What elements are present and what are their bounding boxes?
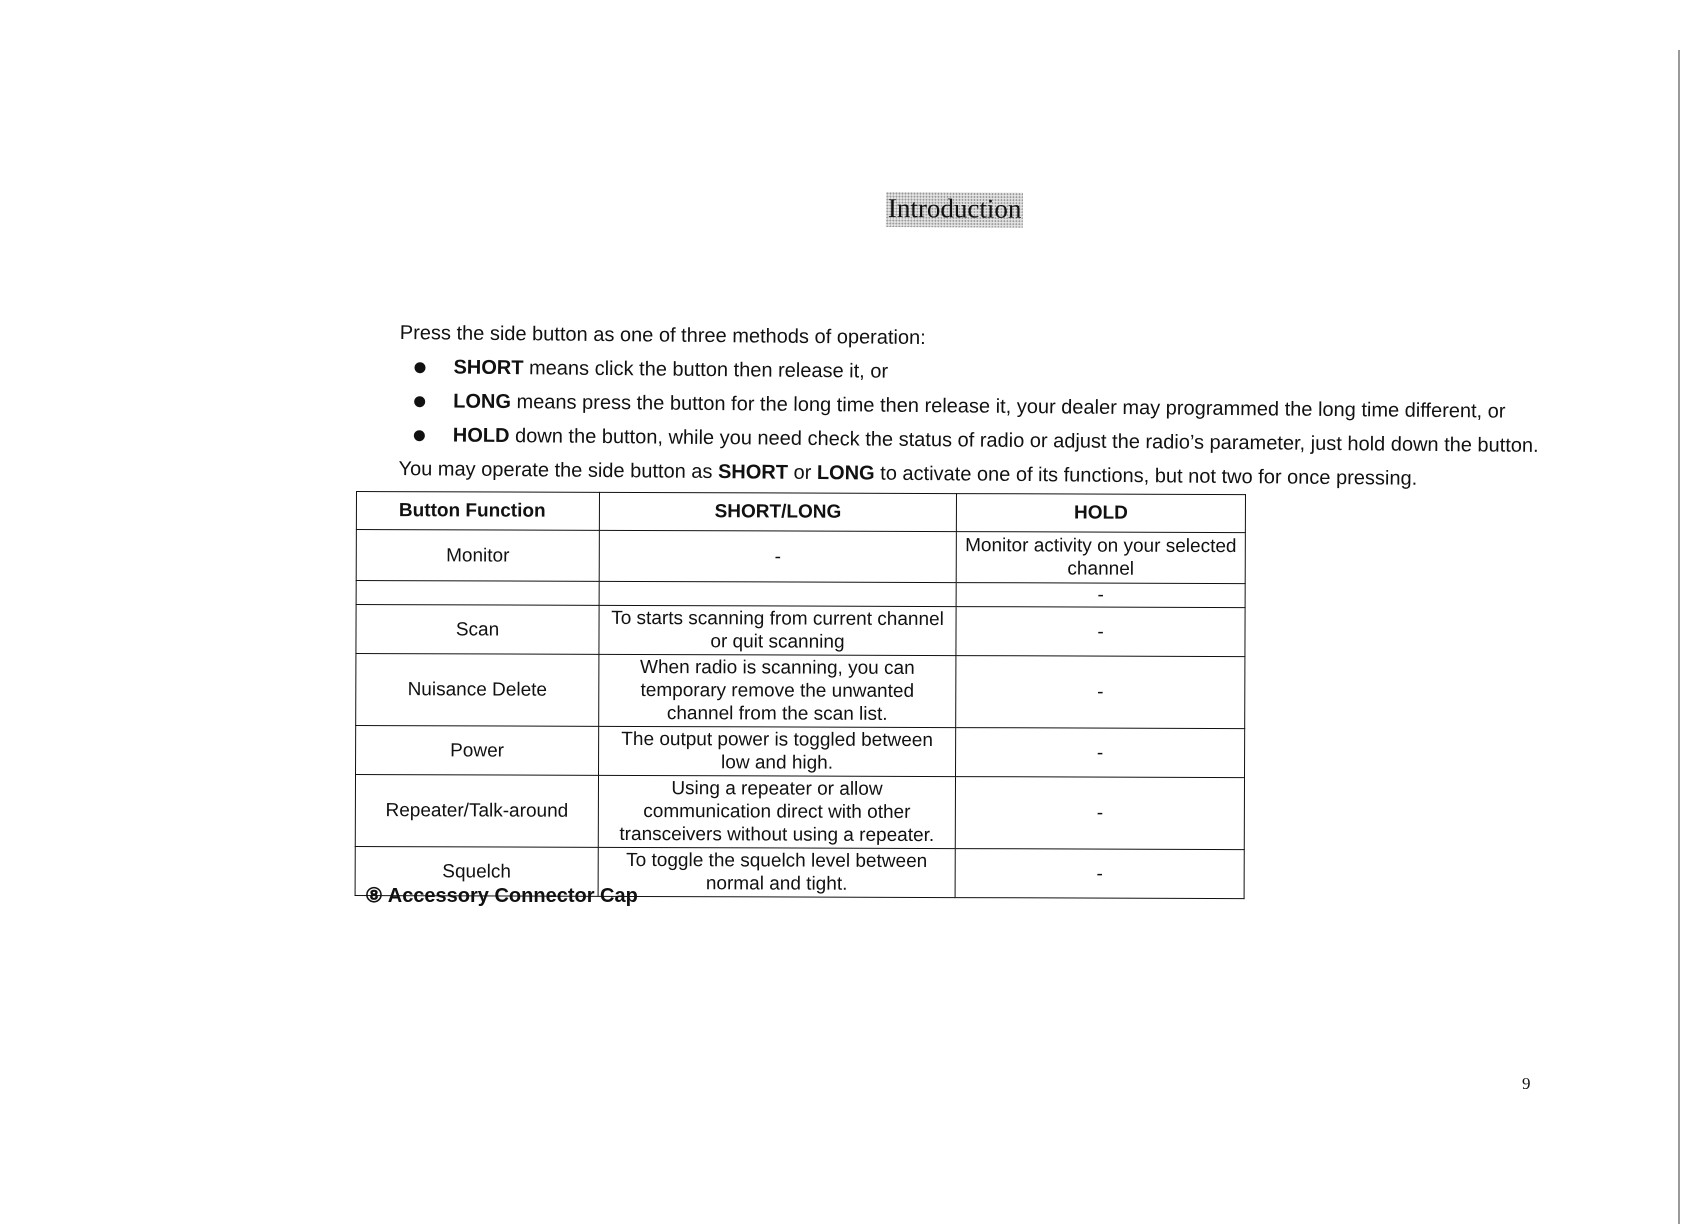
cell-function: Squelch — [355, 846, 598, 896]
cell-function: Power — [356, 726, 599, 776]
cell-function: Repeater/Talk-around — [355, 775, 598, 848]
cell-function — [356, 581, 599, 606]
cell-function: Monitor — [356, 530, 599, 582]
table-row — [356, 581, 1245, 608]
cell-hold: - — [956, 656, 1245, 729]
cell-short-long: To toggle the squelch level between normal and tight. — [598, 847, 955, 897]
term-short: SHORT — [453, 356, 524, 380]
section-title: Introduction — [886, 192, 1024, 228]
usage-note-text: You may operate the side button as — [398, 457, 719, 484]
cell-short-long: To starts scanning from current channel or quit scanning — [599, 605, 956, 655]
cell-function: Scan — [356, 605, 599, 655]
cell-hold: - — [956, 728, 1245, 778]
bullet-text: down the button, while you need check the status of radio or adjust the radio’s parameter, just hold down the button. — [509, 425, 1539, 457]
table-row — [356, 530, 1245, 584]
intro-paragraph: Press the side button as one of three methods of operation: — [399, 321, 926, 350]
term-long: LONG — [453, 390, 512, 414]
header-hold: HOLD — [956, 494, 1245, 533]
table-row — [356, 654, 1245, 729]
table-header-row — [356, 492, 1245, 533]
bullet-icon — [414, 396, 425, 407]
bullet-text: means click the button then release it, or — [523, 357, 889, 383]
cell-short-long: The output power is toggled between low and high. — [599, 726, 956, 776]
usage-note-term-short: SHORT — [717, 461, 789, 484]
cell-short-long — [599, 581, 956, 606]
cell-hold: Monitor activity on your selected channel — [956, 532, 1245, 584]
page-number: 9 — [1522, 1074, 1531, 1093]
operation-methods-list — [399, 350, 1600, 464]
bullet-icon — [414, 430, 425, 441]
cell-short-long: When radio is scanning, you can temporary remove the unwanted channel from the scan list. — [599, 654, 956, 727]
header-button-function: Button Function — [356, 492, 599, 531]
button-function-table — [355, 491, 1246, 899]
table-row — [356, 605, 1245, 657]
usage-note-text: or — [787, 461, 818, 485]
button-function-table-wrap — [355, 491, 1246, 899]
table-row — [355, 775, 1244, 850]
usage-note-term-long: LONG — [816, 462, 875, 485]
term-hold: HOLD — [452, 424, 510, 448]
body-text — [398, 316, 1600, 498]
usage-note-text: to activate one of its functions, but not two for once pressing. — [874, 462, 1418, 490]
header-short-long: SHORT/LONG — [599, 492, 956, 531]
cell-function: Nuisance Delete — [356, 654, 599, 727]
cell-hold: - — [956, 607, 1245, 657]
bullet-icon — [414, 362, 425, 373]
cell-short-long: Using a repeater or allow communication direct with other transceivers without using a repeater. — [598, 775, 955, 848]
scan-edge-line — [1678, 50, 1680, 1224]
accessory-connector-cap-heading: ⑧ Accessory Connector Cap — [365, 885, 638, 907]
cell-hold: - — [955, 777, 1244, 850]
cell-hold: - — [956, 583, 1245, 608]
cell-short-long: - — [599, 530, 956, 582]
bullet-text: means press the button for the long time then release it, your dealer may programmed the long time different, or — [510, 391, 1506, 423]
table-row — [356, 726, 1245, 778]
cell-hold: - — [955, 849, 1244, 899]
